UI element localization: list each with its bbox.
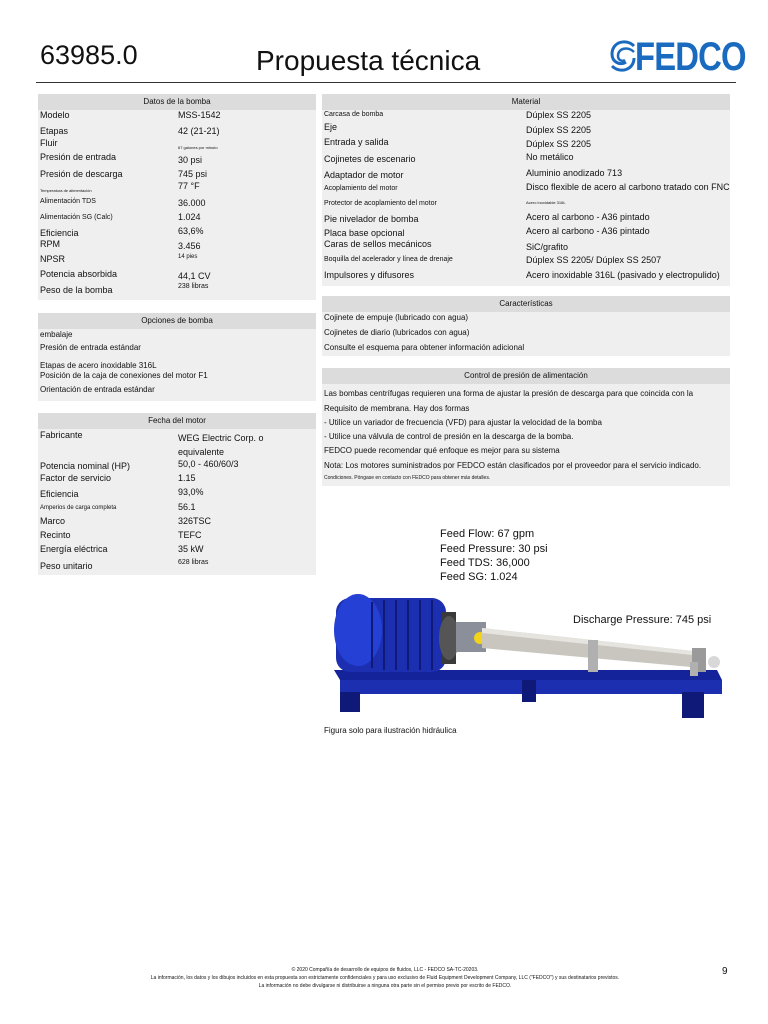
motor-data-panel — [38, 413, 316, 575]
pump-row-value: 36.000 — [178, 198, 206, 208]
footer-confidential: La información, los datos y los dibujos incluidos en esta propuesta son estrictamente confidenciales y para uso exclusivo de Fluid Equipment Development Company, LLC ("FEDCO") y sus destinatarios previstos. — [150, 975, 620, 981]
hydraulic-figure — [322, 520, 734, 724]
option-line: Posición de la caja de conexiones del motor F1 — [40, 371, 208, 380]
document-number: 63985.0 — [40, 40, 138, 70]
feed-tds-label: Feed TDS: 36,000 — [440, 557, 530, 569]
material-row-value: Dúplex SS 2205 — [526, 139, 592, 149]
motor-data-heading: Fecha del motor — [38, 413, 316, 429]
material-row-value: Dúplex SS 2205 — [526, 125, 592, 135]
pressure-control-line: FEDCO puede recomendar qué enfoque es mejor para su sistema — [324, 446, 560, 455]
motor-row-label: Recinto — [40, 530, 71, 540]
pump-support — [690, 662, 698, 676]
pump-row-value: 42 (21-21) — [178, 126, 220, 136]
material-row-label: Caras de sellos mecánicos — [324, 239, 432, 249]
baseplate-foot — [340, 692, 360, 712]
fedco-logo — [608, 35, 746, 80]
pressure-control-line: Nota: Los motores suministrados por FEDCO están clasificados por el proveedor para el servicio indicado. — [324, 461, 702, 470]
pump-row-label: Presión de descarga — [40, 169, 123, 179]
motor-row-value: 326TSC — [178, 516, 212, 526]
pump-options-panel — [38, 313, 316, 401]
pump-row-label: Peso de la bomba — [40, 285, 113, 295]
pump-row-value: 3.456 — [178, 241, 201, 251]
pump-row-value: 1.024 — [178, 212, 201, 222]
option-line: embalaje — [40, 330, 73, 339]
discharge-pressure-label: Discharge Pressure: 745 psi — [573, 614, 712, 626]
motor-row-label: Potencia nominal (HP) — [40, 461, 131, 471]
material-row-label: Adaptador de motor — [324, 170, 404, 180]
pump-illustration — [322, 520, 734, 724]
motor-row-value: WEG Electric Corp. o — [178, 433, 264, 443]
material-row-value: Acero inoxidable 316L (pasivado y electropulido) — [526, 270, 720, 280]
material-row-value: Aluminio anodizado 713 — [526, 168, 623, 178]
figure-caption: Figura solo para ilustración hidráulica — [324, 726, 457, 735]
pressure-control-heading: Control de presión de alimentación — [322, 368, 730, 384]
pump-row-label: Fluir — [40, 138, 58, 148]
pressure-control-line: - Utilice una válvula de control de presión en la descarga de la bomba. — [324, 432, 574, 441]
pump-row-value: MSS-1542 — [178, 110, 221, 120]
page-title: Propuesta técnica — [256, 45, 481, 76]
footer-copyright: © 2020 Compañía de desarrollo de equipos de fluidos, LLC - FEDCO SA-TC-20203. — [291, 967, 479, 973]
material-row-value: SiC/grafito — [526, 242, 569, 252]
material-row-label: Eje — [324, 122, 338, 132]
motor-row-label: Peso unitario — [40, 561, 93, 571]
pump-row-value: 44,1 CV — [178, 271, 211, 281]
pump-options-heading: Opciones de bomba — [38, 313, 316, 329]
material-row-label: Impulsores y difusores — [324, 270, 415, 280]
baseplate-foot — [682, 692, 704, 718]
pump-row-value: 745 psi — [178, 169, 208, 179]
material-row-label: Acoplamiento del motor — [324, 185, 398, 192]
motor-row-value: 35 kW — [178, 544, 204, 554]
material-row-value: Acero inoxidable 316L — [526, 200, 566, 205]
pump-row-label: Presión de entrada — [40, 152, 117, 162]
footer-distribution: La información no debe divulgarse ni distribuirse a ninguna otra parte sin el permiso previo por escrito de FEDCO. — [258, 983, 512, 989]
pressure-control-line: - Utilice un variador de frecuencia (VFD) para ajustar la velocidad de la bomba — [324, 418, 602, 427]
material-row-value: Acero al carbono - A36 pintado — [526, 226, 650, 236]
pressure-control-line: Condiciones. Póngase en contacto con FEDCO para obtener más detalles. — [324, 475, 491, 481]
material-row-label: Carcasa de bomba — [324, 111, 384, 118]
footer — [100, 966, 670, 990]
motor-row-label: Amperios de carga completa — [40, 505, 117, 511]
pump-row-value: 14 pies — [178, 254, 198, 260]
motor-row-value: 628 libras — [178, 559, 209, 566]
material-row-label: Protector de acoplamiento del motor — [324, 200, 437, 207]
material-row-value: No metálico — [526, 152, 574, 162]
motor-row-value: 1.15 — [178, 473, 196, 483]
pump-row-value: 67 galones por minuto — [178, 145, 218, 150]
pressure-control-line: Las bombas centrífugas requieren una forma de ajustar la presión de descarga para que coincida con la — [324, 389, 694, 398]
option-line: Presión de entrada estándar — [40, 343, 141, 352]
motor-row-label: Marco — [40, 516, 66, 526]
material-row-label: Cojinetes de escenario — [324, 154, 416, 164]
pressure-control-panel — [322, 368, 730, 486]
motor-row-value: 56.1 — [178, 502, 196, 512]
baseplate-foot — [522, 680, 536, 702]
pump-row-label: NPSR — [40, 254, 66, 264]
material-row-label: Entrada y salida — [324, 137, 389, 147]
feature-line: Consulte el esquema para obtener información adicional — [324, 343, 525, 352]
pump-row-label: Alimentación SG (Calc) — [40, 214, 113, 221]
pump-row-value: 63,6% — [178, 226, 204, 236]
motor-row-value: equivalente — [178, 447, 225, 457]
material-row-label: Pie nivelador de bomba — [324, 214, 419, 224]
feature-line: Cojinete de empuje (lubricado con agua) — [324, 313, 469, 322]
pump-data-heading: Datos de la bomba — [38, 94, 316, 110]
motor-end — [334, 594, 382, 666]
pump-row-label: Eficiencia — [40, 228, 79, 238]
pump-data-panel — [38, 94, 316, 300]
swirl-icon — [608, 36, 638, 76]
motor-row-label: Eficiencia — [40, 489, 79, 499]
material-row-value: Dúplex SS 2205/ Dúplex SS 2507 — [526, 255, 662, 265]
pump-row-label: Modelo — [40, 110, 70, 120]
discharge-port — [708, 656, 720, 668]
logo-text: FEDCO — [635, 35, 746, 79]
material-row-label: Boquilla del acelerador y línea de drenaje — [324, 256, 453, 263]
page-number: 9 — [722, 966, 728, 977]
feature-line: Cojinetes de diario (lubricados con agua) — [324, 328, 470, 337]
pump-row-label: Etapas — [40, 126, 69, 136]
motor-row-label: Energía eléctrica — [40, 544, 108, 554]
pump-row-value: 77 °F — [178, 181, 200, 191]
material-row-value: Dúplex SS 2205 — [526, 110, 592, 120]
feed-sg-label: Feed SG: 1.024 — [440, 571, 518, 583]
material-row-label: Placa base opcional — [324, 228, 405, 238]
material-panel — [322, 94, 730, 286]
pump-row-value: 30 psi — [178, 155, 203, 165]
pump-row-label: Alimentación TDS — [40, 198, 96, 205]
features-heading: Características — [322, 296, 730, 312]
header-rule — [36, 82, 736, 83]
features-panel — [322, 296, 730, 356]
motor-row-value: TEFC — [178, 530, 202, 540]
pump-row-label: Temperatura de alimentación — [40, 188, 92, 193]
feed-flow-label: Feed Flow: 67 gpm — [440, 528, 535, 540]
material-row-value: Acero al carbono - A36 pintado — [526, 212, 650, 222]
motor-row-label: Fabricante — [40, 430, 83, 440]
motor-row-value: 93,0% — [178, 487, 204, 497]
material-row-value: Disco flexible de acero al carbono tratado con FNC — [526, 182, 730, 192]
motor-row-label: Factor de servicio — [40, 473, 112, 483]
pump-row-label: Potencia absorbida — [40, 269, 118, 279]
motor-row-value: 50,0 - 460/60/3 — [178, 459, 239, 469]
pump-support — [588, 640, 598, 672]
option-line: Etapas de acero inoxidable 316L — [40, 361, 157, 370]
pump-row-label: RPM — [40, 239, 60, 249]
option-line: Orientación de entrada estándar — [40, 385, 155, 394]
feed-pressure-label: Feed Pressure: 30 psi — [440, 543, 548, 555]
pump-row-value: 238 libras — [178, 283, 209, 290]
pressure-control-line: Requisito de membrana. Hay dos formas — [324, 404, 470, 413]
material-heading: Material — [322, 94, 730, 110]
